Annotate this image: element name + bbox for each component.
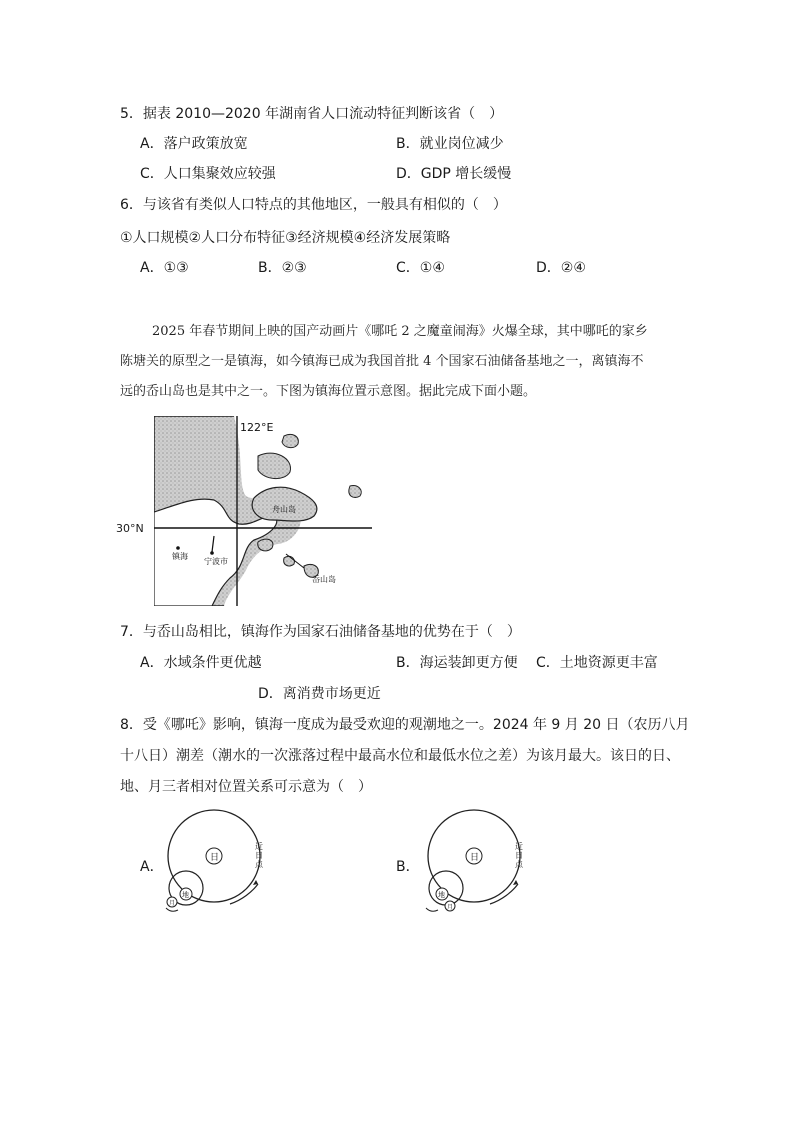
- q5-option-a[interactable]: A．落户政策放宽: [140, 136, 248, 152]
- q8-option-a-label[interactable]: A．: [140, 859, 164, 875]
- island-east: [349, 486, 361, 498]
- moon-label-b: 月: [447, 904, 454, 911]
- q8-option-b-diagram[interactable]: [420, 808, 530, 918]
- map-place-zhenhai: 镇海: [172, 552, 188, 561]
- q7-option-a[interactable]: A．水域条件更优越: [140, 655, 262, 671]
- q6-option-a[interactable]: A．①③: [140, 260, 189, 276]
- q6-option-d[interactable]: D．②④: [536, 260, 586, 276]
- q5-stem: 5．据表 2010—2020 年湖南省人口流动特征判断该省（ ）: [120, 106, 504, 122]
- q5-option-c[interactable]: C．人口集聚效应较强: [140, 166, 276, 182]
- q6-option-b[interactable]: B．②③: [258, 260, 307, 276]
- q7-stem: 7．与岙山岛相比，镇海作为国家石油储备基地的优势在于（ ）: [120, 624, 521, 640]
- map-longitude-label: 122°E: [240, 421, 274, 434]
- q8-option-a-diagram[interactable]: [160, 808, 270, 918]
- q7-option-b[interactable]: B．海运装卸更方便: [396, 655, 518, 671]
- orbit-diagram-a: [160, 808, 270, 914]
- q8-stem-line-1: 8．受《哪吒》影响，镇海一度成为最受欢迎的观潮地之一。2024 年 9 月 20 日（农历八月: [120, 717, 690, 733]
- island-south-1: [258, 539, 273, 551]
- passage-line-2: 陈塘关的原型之一是镇海，如今镇海已成为我国首批 4 个国家石油储备基地之一，离镇海不: [120, 354, 644, 369]
- map-graphic: [154, 416, 372, 606]
- perihelion-label-b: 近日点: [515, 842, 523, 869]
- sun-label-b: 日: [470, 853, 480, 863]
- q7-option-d[interactable]: D．离消费市场更近: [258, 686, 381, 702]
- q8-option-b-label[interactable]: B．: [396, 859, 420, 875]
- moon-label-a: 月: [169, 900, 176, 907]
- orbit-diagram-b: [420, 808, 530, 914]
- island-north-1: [282, 434, 298, 447]
- map-place-zhoushan: 舟山岛: [272, 505, 296, 514]
- passage-line-1: 2025 年春节期间上映的国产动画片《哪吒 2 之魔童闹海》火爆全球，其中哪吒的家乡: [152, 324, 648, 339]
- sun-label-a: 日: [210, 853, 220, 863]
- earth-label-a: 地: [182, 891, 189, 899]
- map-place-aoshan: 岙山岛: [312, 575, 336, 584]
- island-south-2: [284, 556, 295, 566]
- passage-line-3: 远的岙山岛也是其中之一。下图为镇海位置示意图。据此完成下面小题。: [120, 384, 537, 399]
- zhenhai-location-map: [154, 416, 372, 606]
- earth-label-b: 地: [438, 891, 445, 899]
- q5-option-d[interactable]: D．GDP 增长缓慢: [396, 166, 512, 182]
- q7-option-c[interactable]: C．土地资源更丰富: [536, 655, 658, 671]
- map-place-ningbo: 宁波市: [204, 557, 228, 566]
- q6-option-c[interactable]: C．①④: [396, 260, 445, 276]
- perihelion-label-a: 近日点: [255, 842, 263, 869]
- q5-option-b[interactable]: B．就业岗位减少: [396, 136, 504, 152]
- map-latitude-label: 30°N: [116, 522, 144, 535]
- q8-stem-line-2: 十八日）潮差（潮水的一次涨落过程中最高水位和最低水位之差）为该月最大。该日的日、: [120, 748, 680, 764]
- q8-stem-line-3: 地、月三者相对位置关系可示意为（ ）: [120, 779, 372, 795]
- q6-stem: 6．与该省有类似人口特点的其他地区，一般具有相似的（ ）: [120, 197, 507, 213]
- q6-items: ①人口规模②人口分布特征③经济规模④经济发展策略: [120, 230, 451, 246]
